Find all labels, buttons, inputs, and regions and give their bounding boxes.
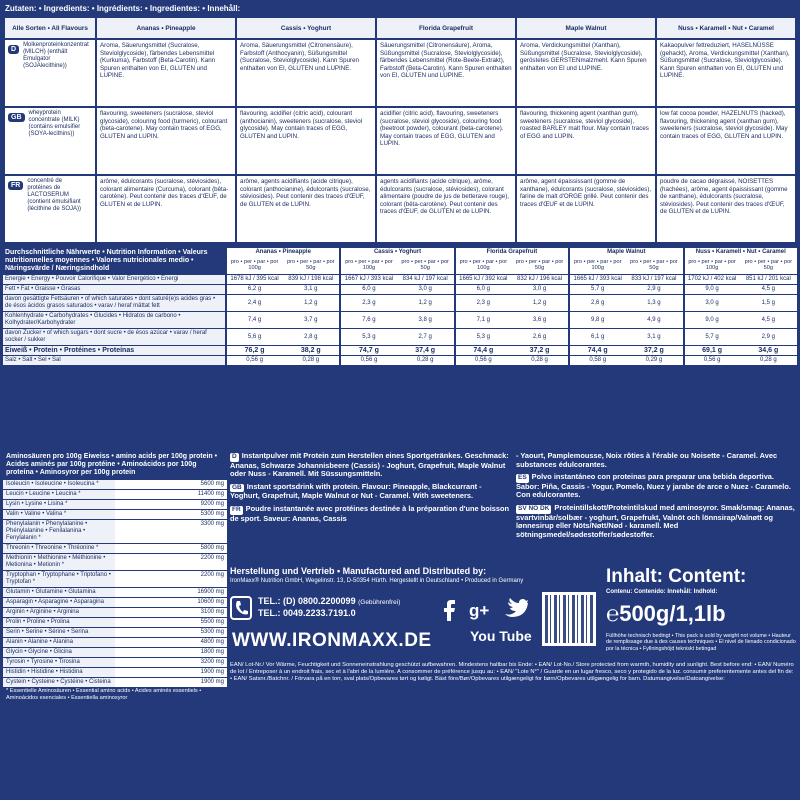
amino-row [3, 510, 227, 520]
nutrition-row-label: Salz • Salt • Sel • Sal [3, 355, 225, 365]
amino-value: 3200 mg [115, 658, 227, 668]
ingredient-cell: Säuerungsmittel (Citronensäure), Aroma, Süßungsmittel (Sucralose, Steviolglycoside), färbendes Lebensmittel (Rote-Beete-Extrakt), Farbstoff (Beta-Carotin). Kann Spuren enthalten von EI, GLUTEN und LUPINE. [377, 40, 515, 106]
qr-pattern [545, 595, 593, 643]
nutrition-value: 1,2 g [397, 294, 454, 311]
nutrition-value: 37,4 g [397, 345, 454, 355]
amino-row [3, 668, 227, 678]
descriptions-right [516, 452, 797, 543]
nutrition-value: 0,28 g [282, 355, 339, 365]
amino-value: 3300 mg [115, 520, 227, 544]
ingredient-row-de [5, 40, 795, 106]
nutrition-value: 2,7 g [397, 328, 454, 345]
ingredients-header-row [5, 18, 795, 38]
nutrition-row [3, 328, 797, 345]
nutrition-value: 1,2 g [282, 294, 339, 311]
ingredient-cell: Aroma, Säuerungsmittel (Citronensäure), Farbstoff (Anthocyanin), Süßungsmittel (Sucralose, Steviolglycoside). Kann Spuren enthalten von EI, GLUTEN und LUPINE. [237, 40, 375, 106]
amino-name: Threonin • Threonine • Thréonine * [3, 544, 115, 554]
nutrition-value: 3,0 g [511, 284, 568, 294]
base-ingredient-text: concentré de protéines de LACTOSERUM (contient émulsifiant (lécithine de SOJA)) [27, 178, 82, 212]
nutrition-value: 1678 kJ / 395 kcal [225, 274, 282, 284]
amino-value: 5600 mg [115, 480, 227, 490]
nutrition-value: 839 kJ / 198 kcal [282, 274, 339, 284]
amino-name: Tryptophan • Tryptophane • Triptofano • Tryptofan * [3, 571, 115, 588]
ingredient-row-fr [5, 176, 795, 242]
amino-name: Glycin • Glycine • Glicina [3, 648, 115, 658]
per-50g-header: pro • per • par • por 50g [511, 258, 568, 274]
ingredient-cell: flavouring, thickening agent (xanthan gum), sweeteners (sucralose, steviol glycoside), roasted BARLEY malt flour. May contain traces of EGG and LUPIN. [517, 108, 655, 174]
amino-row [3, 628, 227, 638]
nutrition-value: 2,8 g [282, 328, 339, 345]
description-sv [516, 504, 797, 539]
nutrition-value: 0,58 g [568, 355, 625, 365]
nutrition-title: Durchschnittliche Nährwerte • Nutrition Information • Valeurs nutritionnelles moyennes • Valores nutricionales medio • Näringsvärde / Næringsindhold [3, 248, 225, 274]
amino-row [3, 480, 227, 490]
content-title: Inhalt: Content: [606, 566, 747, 587]
flavour-header: Florida Grapefruit [377, 18, 515, 38]
nutrition-value: 6,0 g [454, 284, 511, 294]
facebook-icon[interactable] [436, 596, 462, 622]
nutrition-value: 1665 kJ / 392 kcal [454, 274, 511, 284]
amino-value: 2200 mg [115, 554, 227, 571]
net-weight: ℮500g/1,1lb [606, 601, 726, 626]
nutrition-value: 5,3 g [454, 328, 511, 345]
nutrition-row [3, 294, 797, 311]
amino-title: Aminosäuren pro 100g Eiweiss • amino acids per 100g protein • Acides aminés par 100g protéine • Aminoácidos por 100g proteína • Aminosyror per 100g protein [6, 453, 218, 476]
per-100g-header: pro • per • par • por 100g [339, 258, 396, 274]
amino-row [3, 678, 227, 688]
nutrition-flavour-header: Ananas • Pineapple [225, 248, 339, 258]
nutrition-value: 6,2 g [225, 284, 282, 294]
nutrition-row-label: davon Zucker • of which sugars • dont sucre • de ésos azúcar • varav / heraf socker / sukker [3, 328, 225, 345]
nutrition-value: 6,0 g [339, 284, 396, 294]
amino-row [3, 648, 227, 658]
amino-row [3, 554, 227, 571]
website-link[interactable]: WWW.IRONMAXX.DE [232, 630, 432, 651]
language-code-badge: FR [8, 181, 23, 190]
flavour-header: Alle Sorten • All Flavours [5, 18, 95, 38]
nutrition-row-label: Kohlenhydrate • Carbohydrates • Glucides • Hidratos de carbono • Kolhydrater/Karbohydrater [3, 311, 225, 328]
flavour-header: Nuss • Karamell • Nut • Caramel [657, 18, 795, 38]
ingredients-table [3, 16, 797, 244]
amino-value: 5300 mg [115, 628, 227, 638]
amino-name: Prolin • Proline • Prolina [3, 618, 115, 628]
ingredients-header: Zutaten: • Ingredients: • Ingrédients: • Ingredientes: • Innehåll: [5, 4, 241, 13]
ingredient-cell: Aroma, Säuerungsmittel (Sucralose, Steviolglycoside), färbendes Lebensmittel (Kurkuma), Farbstoff (Beta-Carotin). Kann Spuren enthalten von EI, GLUTEN und LUPINE. [97, 40, 235, 106]
per-50g-header: pro • per • par • por 50g [397, 258, 454, 274]
amino-header-row [3, 452, 227, 480]
nutrition-value: 1665 kJ / 393 kcal [568, 274, 625, 284]
amino-row [3, 618, 227, 628]
per-100g-header: pro • per • par • por 100g [454, 258, 511, 274]
amino-value: 5500 mg [115, 618, 227, 628]
nutrition-value: 2,4 g [225, 294, 282, 311]
amino-name: Alanin • Alanine • Alanina [3, 638, 115, 648]
nutrition-value: 3,1 g [625, 328, 682, 345]
nutrition-value: 74,4 g [568, 345, 625, 355]
nutrition-value: 1,3 g [625, 294, 682, 311]
amino-value: 1800 mg [115, 648, 227, 658]
amino-row [3, 638, 227, 648]
nutrition-value: 5,6 g [225, 328, 282, 345]
nutrition-value: 38,2 g [282, 345, 339, 355]
nutrition-value: 3,8 g [397, 311, 454, 328]
flavour-header: Maple Walnut [517, 18, 655, 38]
amino-row [3, 608, 227, 618]
phone-icon [230, 596, 252, 620]
nutrition-value: 9,0 g [683, 284, 740, 294]
nutrition-row [3, 284, 797, 294]
youtube-label: You Tube [470, 628, 532, 644]
qr-code[interactable] [542, 592, 596, 646]
amino-value: 16900 mg [115, 588, 227, 598]
nutrition-value: 5,3 g [339, 328, 396, 345]
nutrition-value: 2,9 g [625, 284, 682, 294]
description-text: Instant sportsdrink with protein. Flavour: Pineapple, Blackcurrant - Yoghurt, Grapefruit, Maple Walnut or Nut - Caramel. With sweeteners. [230, 481, 482, 501]
ingredient-cell: flavouring, acidifier (citric acid), colourant (anthocianin), sweeteners (sucralose, steviol glycoside). May contain traces of EGG, GLUTEN and LUPIN. [237, 108, 375, 174]
description-text: Instantpulver mit Protein zum Herstellen eines Sportgetränkes. Geschmack: Ananas, Schwarze Johannisbeere (Cassis) - Joghurt, Grapefruit, Maple Walnut oder Nuss - Karamell. Mit Süssungsmitteln. [230, 451, 509, 479]
nutrition-flavour-header: Cassis • Yoghurt [339, 248, 453, 258]
youtube-icon[interactable] [470, 628, 532, 644]
amino-name: Methionin • Methionine • Méthionine • Metionina • Metionin * [3, 554, 115, 571]
amino-value: 2200 mg [115, 571, 227, 588]
nutrition-value: 3,6 g [511, 311, 568, 328]
nutrition-row-label: Energie • Energy • Pouvoir Calorifique • Valor Energético • Energi [3, 274, 225, 284]
language-code-badge: GB [8, 113, 25, 122]
content-subtitle: Contenu: Contenido: Innehåll: Indhold: [606, 589, 718, 595]
nutrition-value: 4,5 g [740, 284, 797, 294]
amino-name: Histidin • Histidine • Histidina [3, 668, 115, 678]
nutrition-value: 74,7 g [339, 345, 396, 355]
nutrition-value: 37,2 g [625, 345, 682, 355]
base-ingredient-text: Molkenproteinkonzentrat (MILCH) (enthält Emulgator (SOJAlecithine)) [23, 42, 89, 69]
manufacturer-address: IronMaxx® Nutrition GmbH, Wegelinstr. 13, D-50354 Hürth. Hergestellt in Deutschland • Produced in Germany [230, 578, 524, 584]
description-es [516, 473, 797, 500]
nutrition-value: 0,29 g [625, 355, 682, 365]
language-code-badge: FR [232, 505, 241, 513]
amino-name: Tyrosin • Tyrosine • Tirosina [3, 658, 115, 668]
ingredient-cell: arôme, édulcorants (sucralose, stéviosides), colorant alimentaire (Curcuma), colorant (bêta-carotène). Peut contenir des traces d'ŒUF, de GLUTEN et de LUPIN. [97, 176, 235, 242]
amino-value: 5800 mg [115, 544, 227, 554]
amino-value: 3100 mg [115, 608, 227, 618]
amino-name: Cystein • Cysteine • Cystéine • Cisteina [3, 678, 115, 688]
amino-name: Valin • Valine • Valina * [3, 510, 115, 520]
flavour-header: Ananas • Pineapple [97, 18, 235, 38]
nutrition-value: 2,9 g [740, 328, 797, 345]
tel-note: (Gebührenfrei) [358, 599, 401, 606]
ingredient-cell: low fat cocoa powder, HAZELNUTS (hacked), flavouring, thickening agent (xanthan gum), sweeteners (sucralose, steviol glycoside). May contain traces of EGG, GLUTEN and LUPIN. [657, 108, 795, 174]
nutrition-value: 3,0 g [397, 284, 454, 294]
amino-name: Lysin • Lysine • Lisina * [3, 500, 115, 510]
amino-value: 1900 mg [115, 678, 227, 688]
amino-name: Arginin • Arginine • Arginina [3, 608, 115, 618]
ingredient-cell: poudre de cacao dégraissé, NOISETTES (hachées), arôme, agent épaississant (gomme de xanthane), édulcorants (sucralose, stéviosides). Peut contenir des traces d'ŒUF, de GLUTEN et de LUPIN. [657, 176, 795, 242]
amino-row [3, 658, 227, 668]
nutrition-value: 833 kJ / 197 kcal [625, 274, 682, 284]
ingredient-cell: Kakaopulver fettreduziert, HASELNÜSSE (gehackt), Aroma, Verdickungsmittel (Xanthan), Süßungsmittel (Sucralose, Steviolglycoside). Kann Spuren enthalten von EI, GLUTEN und LUPINE. [657, 40, 795, 106]
ingredient-base [5, 108, 95, 174]
nutrition-row [3, 345, 797, 355]
nutrition-table [3, 248, 797, 365]
nutrition-value: 2,3 g [454, 294, 511, 311]
nutrition-value: 7,1 g [454, 311, 511, 328]
per-50g-header: pro • per • par • por 50g [625, 258, 682, 274]
nutrition-value: 9,0 g [683, 311, 740, 328]
manufacturer-block [230, 566, 560, 584]
ingredient-base [5, 176, 95, 242]
nutrition-row [3, 355, 797, 365]
description-gb [230, 483, 512, 501]
nutrition-value: 1,5 g [740, 294, 797, 311]
nutrition-value: 37,2 g [511, 345, 568, 355]
lot-storage-text: EAN/ Lot-Nr./ Vor Wärme, Feuchtigkeit und Sonneneinstrahlung geschützt aufbewahren. Mindestens haltbar bis Ende: • EAN/ Lot-No./ Store protected from warmth, humidity and sunlight. Best before end: • EAN/ Numéro de lot / Entreposer à un endroit frais, sec et à l'abri de la lumière. A consommer de préférence jusqu au: • EAN/ "Lote N°" / Guarde en un lugar fresco, seco y protegido de la luz. consumir preferentemente antes del fin de: • EAN/ Satsnr./Batchnr. / Förvara på en torr, sval plats/Opbevares tørt og køligt. Bäst före/Bør/Opbevares utilgængeligt for børn/Opbevares utilgængelig for barn. Datumangivelse/Datoangivelse: [230, 662, 794, 682]
description-fr-continued: - Yaourt, Pamplemousse, Noix rôties à l'érable ou Noisette - Caramel. Avec substances édulcorantes. [516, 451, 778, 469]
amino-value: 4800 mg [115, 638, 227, 648]
amino-row [3, 520, 227, 544]
base-ingredient-text: wheyprotein concentrate (MILK) (contains emulsifier (SOYA-lecithins)) [28, 110, 81, 137]
description-fr [230, 505, 512, 523]
nutrition-value: 3,0 g [683, 294, 740, 311]
tel-label: TEL.: [258, 596, 281, 606]
description-text: Polvo instantáneo con proteinas para preparar una bebida deportiva. Sabor: Piña, Cassis - Yogur, Pomelo, Nuez y jarabe de arce o Nuez - Caramelo. Con edulcorantes. [516, 472, 791, 500]
nutrition-value: 0,28 g [397, 355, 454, 365]
description-de [230, 452, 512, 479]
nutrition-row-label: Eiweiß • Protein • Protéines • Proteínas [3, 345, 225, 355]
nutrition-value: 0,28 g [511, 355, 568, 365]
ingredient-cell: arôme, agents acidifiants (acide citrique), colorant (anthocianine), édulcorants (sucralose, stéviosides). Peut contenir des traces d'ŒUF, de GLUTEN et de LUPIN. [237, 176, 375, 242]
amino-row [3, 571, 227, 588]
language-code-badge: GB [232, 483, 242, 491]
nutrition-value: 34,6 g [740, 345, 797, 355]
amino-value: 5300 mg [115, 510, 227, 520]
amino-value: 11400 mg [115, 490, 227, 500]
language-code-badge: SV NO DK [518, 504, 550, 512]
svg-text:g+: g+ [469, 601, 490, 620]
nutrition-value: 0,56 g [454, 355, 511, 365]
nutrition-value: 2,6 g [511, 328, 568, 345]
tel-label: TEL.: [258, 608, 281, 618]
amino-name: Glutamin • Glutamine • Glutamina [3, 588, 115, 598]
nutrition-value: 3,1 g [282, 284, 339, 294]
ingredient-row-gb [5, 108, 795, 174]
nutrition-value: 4,9 g [625, 311, 682, 328]
nutrition-value: 1,2 g [511, 294, 568, 311]
amino-value: 1900 mg [115, 668, 227, 678]
manufacturer-title: Herstellung und Vertrieb • Manufactured and Distributed by: [230, 566, 487, 576]
description-text: Proteintillskott/Proteintilskud med aminosyror. Smak/smag: Ananas, svartvinbär/solbær - yoghurt, Grapefrukt, Valnöt och lönnsirap/Valnøtt og lønnesirup eller Nöts/Nøtt/Nød - karamell. Med sötningsmedel/sødestoffer/sødestoffer. [516, 502, 795, 539]
nutrition-value: 76,2 g [225, 345, 282, 355]
amino-row [3, 598, 227, 608]
nutrition-flavour-row [3, 248, 797, 258]
nutrition-flavour-header: Maple Walnut [568, 248, 682, 258]
per-50g-header: pro • per • par • por 50g [740, 258, 797, 274]
fill-note: Füllhöhe technisch bedingt • This pack is sold by weight not volume • Hauteur de remplissage due à des causes techniques • El nivel de llenado condicionado por la técnica • Fyllningshöjd tekniskt betingad [606, 633, 796, 652]
nutrition-value: 0,56 g [225, 355, 282, 365]
amino-row [3, 490, 227, 500]
nutrition-value: 9,8 g [568, 311, 625, 328]
nutrition-row [3, 274, 797, 284]
descriptions-left [230, 452, 512, 527]
amino-footnote: * Essentielle Aminosäuren • Essential amino acids • Acides aminés essentiels • Aminoácidos esenciales • Essentiella aminosyror [3, 687, 227, 703]
description-text: Poudre instantanée avec protéines destinée à la préparation d'une boisson de sport. Saveur: Ananas, Cassis [230, 503, 510, 523]
per-100g-header: pro • per • par • por 100g [683, 258, 740, 274]
ingredient-cell: Aroma, Verdickungsmittel (Xanthan), Süßungsmittel (Sucralose, Steviolglycoside), geröstetes GERSTENmalzmehl. Kann Spuren enthalten von EI und LUPINE. [517, 40, 655, 106]
nutrition-value: 6,1 g [568, 328, 625, 345]
amino-row [3, 544, 227, 554]
amino-name: Serin • Serine • Sérine • Serina [3, 628, 115, 638]
phone-line-1 [258, 596, 400, 606]
nutrition-value: 7,4 g [225, 311, 282, 328]
amino-value: 9200 mg [115, 500, 227, 510]
amino-footnote-row [3, 687, 227, 703]
per-100g-header: pro • per • par • por 100g [225, 258, 282, 274]
ingredient-cell: flavouring, sweeteners (sucralose, steviol glycoside), colouring food (turmeric), colourant (beta-carotene). May contain traces of EGG, GLUTEN and LUPIN. [97, 108, 235, 174]
nutrition-value: 2,3 g [339, 294, 396, 311]
nutrition-value: 0,56 g [683, 355, 740, 365]
language-code-badge: ES [518, 474, 527, 482]
nutrition-value: 69,1 g [683, 345, 740, 355]
amino-name: Leucin • Leucine • Leucina * [3, 490, 115, 500]
google-plus-icon[interactable] [468, 596, 494, 622]
amino-row [3, 500, 227, 510]
per-50g-header: pro • per • par • por 50g [282, 258, 339, 274]
ingredient-cell: agents acidifiants (acide citrique), arôme, édulcorants (sucralose, stéviosides), colorant alimentaire (poudre de jus de betterave rouge), colorant (bêta-carotène). Peut contenir des traces d'ŒUF, de GLUTEN et de LUPIN. [377, 176, 515, 242]
amino-row [3, 588, 227, 598]
nutrition-value: 5,7 g [568, 284, 625, 294]
nutrition-value: 7,6 g [339, 311, 396, 328]
ingredient-base [5, 40, 95, 106]
nutrition-value: 2,6 g [568, 294, 625, 311]
amino-acid-table [3, 452, 227, 703]
twitter-icon[interactable] [502, 596, 528, 622]
amino-value: 10600 mg [115, 598, 227, 608]
nutrition-value: 1702 kJ / 402 kcal [683, 274, 740, 284]
amino-name: Asparagin • Asparagine • Asparagina [3, 598, 115, 608]
nutrition-flavour-header: Florida Grapefruit [454, 248, 568, 258]
nutrition-value: 851 kJ / 201 kcal [740, 274, 797, 284]
flavour-header: Cassis • Yoghurt [237, 18, 375, 38]
tel-number[interactable]: 0049.2233.7191.0 [283, 608, 356, 618]
amino-name: Phenylalanin • Phenylalanine • Phénylalanine • Fenilalanina • Fenylalanin * [3, 520, 115, 544]
language-code-badge: D [232, 453, 237, 460]
nutrition-value: 834 kJ / 197 kcal [397, 274, 454, 284]
nutrition-value: 4,5 g [740, 311, 797, 328]
ingredient-cell: arôme, agent épaississant (gomme de xanthane), édulcorants (sucralose, stéviosides), farine de malt d'ORGE grillé. Peut contenir des traces d'ŒUF et de LUPIN. [517, 176, 655, 242]
nutrition-value: 74,4 g [454, 345, 511, 355]
per-100g-header: pro • per • par • por 100g [568, 258, 625, 274]
nutrition-value: 3,7 g [282, 311, 339, 328]
nutrition-row [3, 311, 797, 328]
language-code-badge: D [8, 45, 19, 54]
nutrition-flavour-header: Nuss • Karamell • Nut • Caramel [683, 248, 798, 258]
nutrition-row-label: davon gesättigte Fettsäuren • of which saturates • dont saturé(e)s acides gras • de ésos ácidos grasos saturados • varav / heraf mättat fett [3, 294, 225, 311]
tel-number[interactable]: (D) 0800.2200099 [283, 596, 356, 606]
nutrition-value: 0,56 g [339, 355, 396, 365]
nutrition-value: 5,7 g [683, 328, 740, 345]
content-block [606, 566, 796, 652]
nutrition-value: 832 kJ / 196 kcal [511, 274, 568, 284]
phone-line-2 [258, 608, 356, 618]
amino-name: Isoleucin • Isoleucine • Isoleucina * [3, 480, 115, 490]
nutrition-value: 1667 kJ / 393 kcal [339, 274, 396, 284]
nutrition-row-label: Fett • Fat • Graisse • Grasas [3, 284, 225, 294]
nutrition-value: 0,28 g [740, 355, 797, 365]
ingredient-cell: acidifier (citric acid), flavouring, sweeteners (sucralose, steviol glycoside), colouring food (beetroot powder), colourant (beta-carotene). May contain traces of EGG, GLUTEN and LUPIN. [377, 108, 515, 174]
